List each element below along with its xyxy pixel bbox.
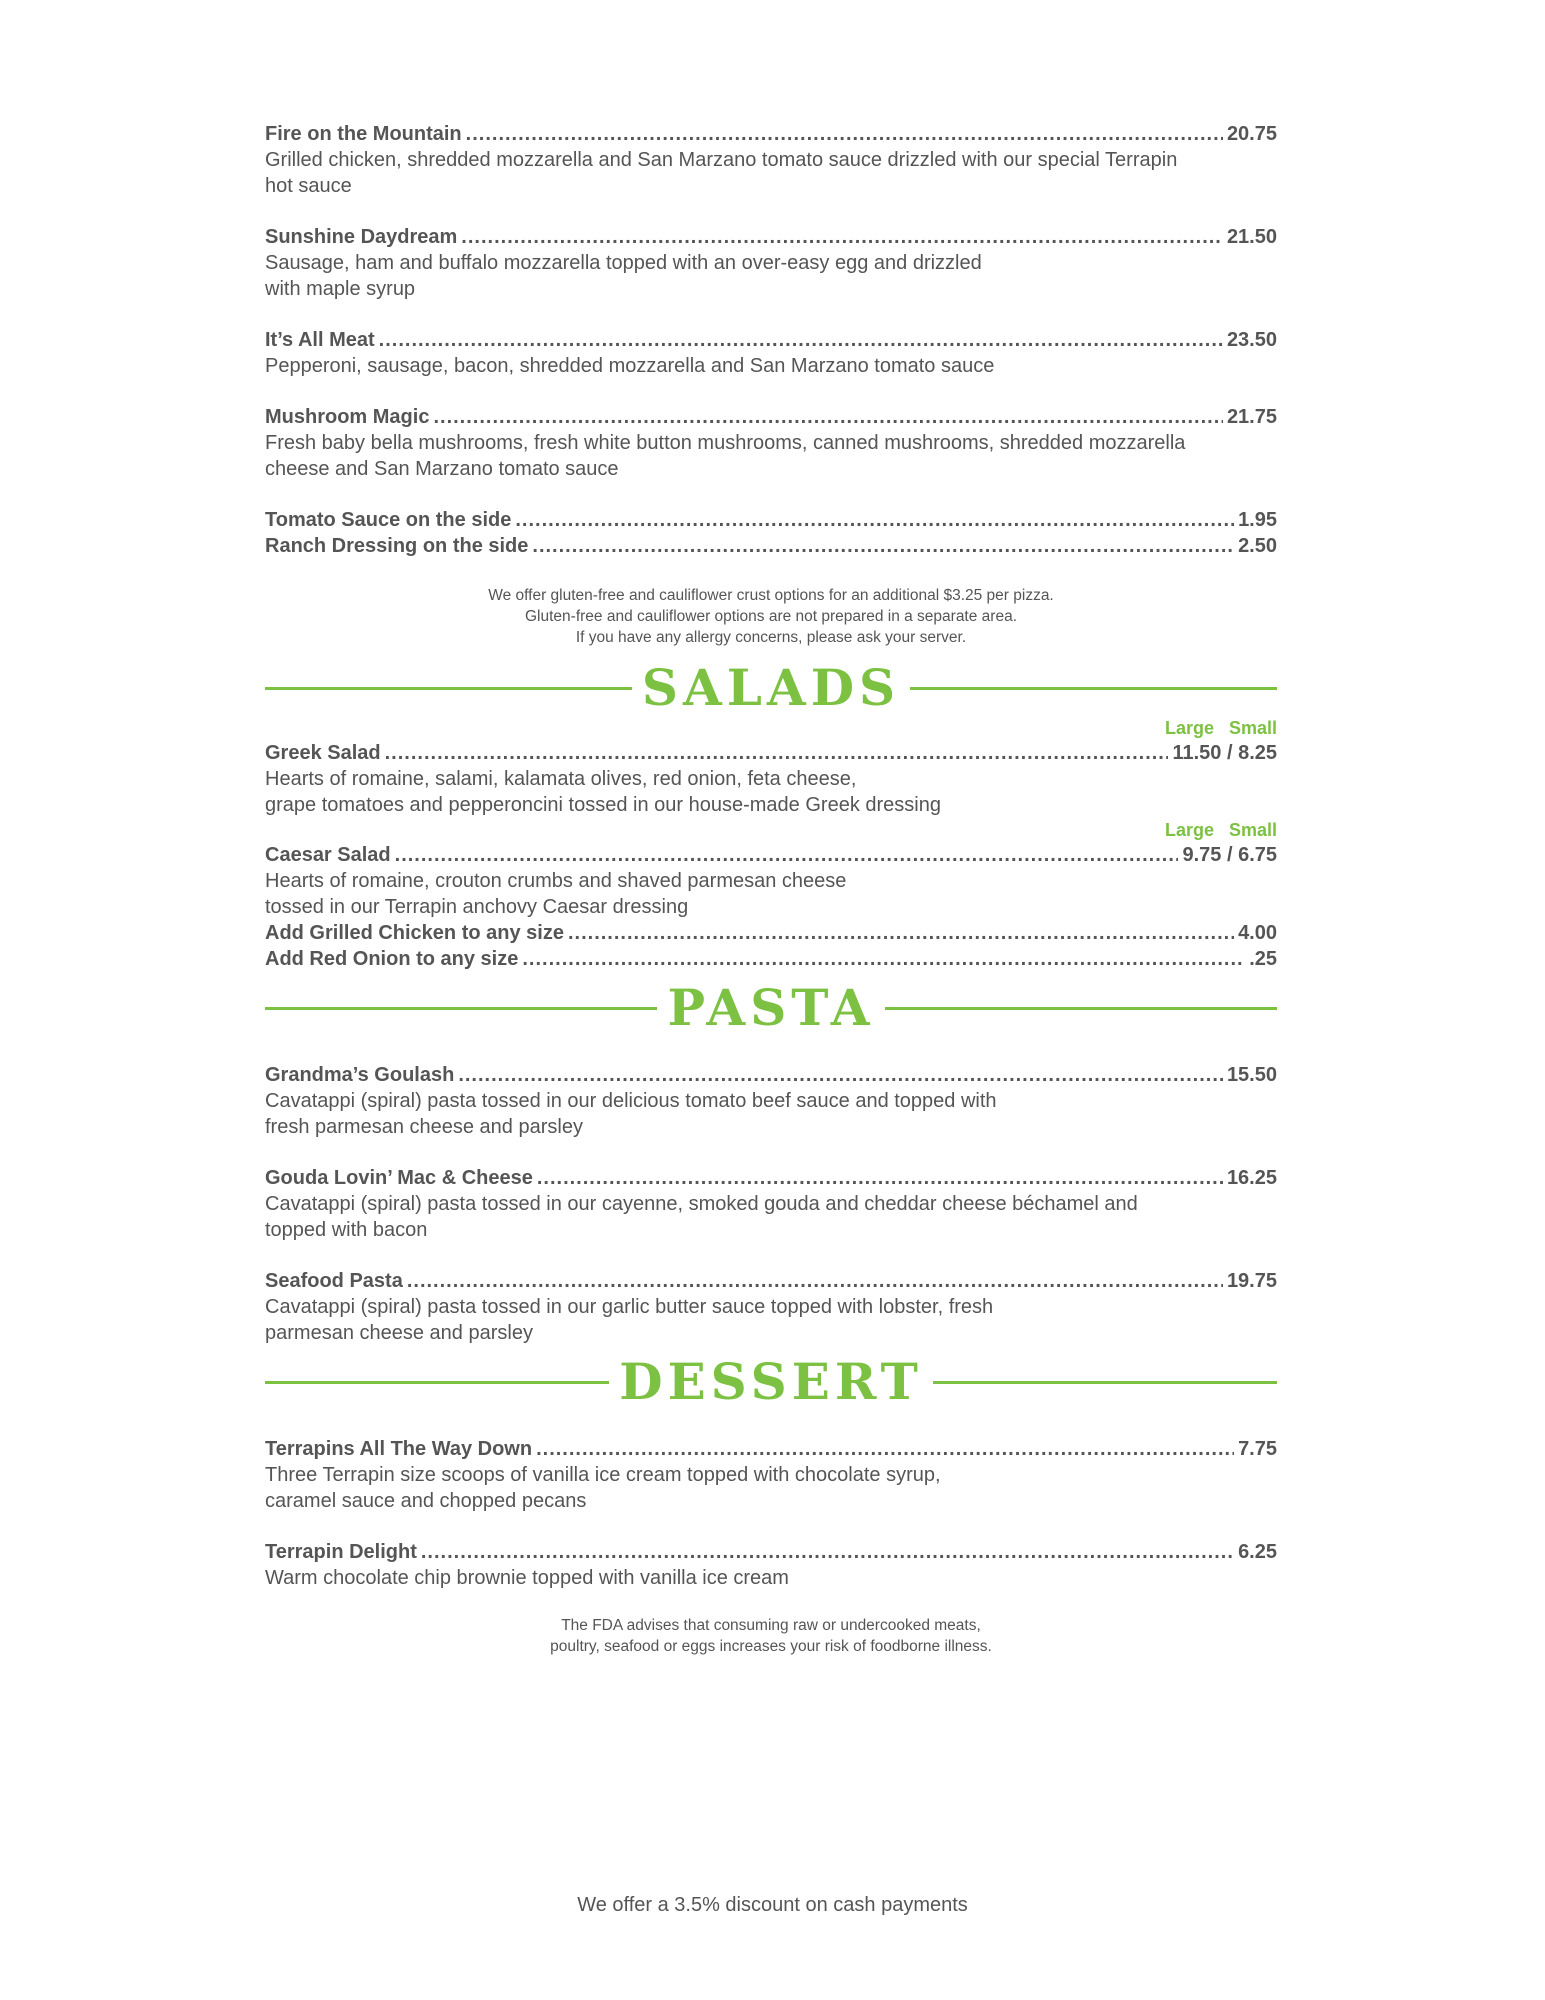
- item-price: 2.50: [1238, 535, 1277, 557]
- item-description: with maple syrup: [265, 278, 416, 300]
- divider-line: [265, 1381, 609, 1384]
- item-description: Sausage, ham and buffalo mozzarella topped with an over-easy egg and drizzled: [265, 252, 982, 274]
- item-description: fresh parmesan cheese and parsley: [265, 1116, 583, 1138]
- item-price: 23.50: [1226, 329, 1277, 351]
- divider-line: [265, 687, 632, 690]
- menu-item: [265, 1062, 1277, 1140]
- dot-leader: [568, 920, 1234, 946]
- item-description: Hearts of romaine, salami, kalamata olives, red onion, feta cheese,: [265, 768, 857, 790]
- menu-item: [265, 842, 1277, 920]
- item-name: Caesar Salad: [265, 844, 391, 866]
- item-name: Greek Salad: [265, 742, 381, 764]
- item-name: Gouda Lovin’ Mac & Cheese: [265, 1167, 533, 1189]
- dot-leader: [515, 507, 1234, 533]
- item-price: 15.50: [1226, 1064, 1277, 1086]
- dot-leader: [379, 327, 1223, 353]
- note-line: The FDA advises that consuming raw or undercooked meats,: [561, 1617, 981, 1634]
- crust-note: [265, 585, 1277, 648]
- item-description: Warm chocolate chip brownie topped with vanilla ice cream: [265, 1567, 789, 1589]
- dot-leader: [536, 1436, 1234, 1462]
- divider-line: [910, 687, 1277, 690]
- divider-line: [265, 1007, 657, 1010]
- divider-line: [885, 1007, 1277, 1010]
- item-name: Seafood Pasta: [265, 1270, 403, 1292]
- note-line: If you have any allergy concerns, please ask your server.: [575, 629, 967, 646]
- section-title: PASTA: [667, 978, 875, 1037]
- item-description: Fresh baby bella mushrooms, fresh white button mushrooms, canned mushrooms, shredded mozzarella: [265, 432, 1186, 454]
- item-name: Terrapins All The Way Down: [265, 1438, 533, 1460]
- section-title: SALADS: [641, 658, 901, 717]
- item-name: Add Red Onion to any size: [265, 948, 519, 970]
- item-name: Sunshine Daydream: [265, 226, 458, 248]
- item-description: Cavatappi (spiral) pasta tossed in our garlic butter sauce topped with lobster, fresh: [265, 1296, 994, 1318]
- size-header: Large Small: [1164, 718, 1277, 738]
- item-description: tossed in our Terrapin anchovy Caesar dressing: [265, 896, 689, 918]
- item-description: Cavatappi (spiral) pasta tossed in our cayenne, smoked gouda and cheddar cheese béchamel and: [265, 1193, 1138, 1215]
- item-name: Fire on the Mountain: [265, 123, 462, 145]
- item-price: 9.75 / 6.75: [1182, 844, 1277, 866]
- item-description: parmesan cheese and parsley: [265, 1322, 533, 1344]
- item-price: 21.75: [1226, 406, 1277, 428]
- menu-item: [265, 224, 1277, 302]
- dot-leader: [537, 1165, 1223, 1191]
- side-item: [265, 533, 1277, 559]
- dot-leader: [461, 224, 1223, 250]
- dot-leader: [522, 946, 1245, 972]
- dot-leader: [407, 1268, 1223, 1294]
- item-name: It’s All Meat: [265, 329, 375, 351]
- section-header-pasta: [265, 980, 1277, 1036]
- item-description: Pepperoni, sausage, bacon, shredded mozzarella and San Marzano tomato sauce: [265, 355, 995, 377]
- menu-item: [265, 327, 1277, 379]
- divider-line: [933, 1381, 1277, 1384]
- item-description: cheese and San Marzano tomato sauce: [265, 458, 619, 480]
- menu-item: [265, 1268, 1277, 1346]
- item-price: 6.25: [1238, 1541, 1277, 1563]
- section-header-dessert: [265, 1354, 1277, 1410]
- dot-leader: [532, 533, 1234, 559]
- addon-item: [265, 920, 1277, 946]
- menu-item: [265, 1165, 1277, 1243]
- item-description: topped with bacon: [265, 1219, 428, 1241]
- addon-item: [265, 946, 1277, 972]
- item-price: 19.75: [1226, 1270, 1277, 1292]
- dot-leader: [421, 1539, 1234, 1565]
- dot-leader: [466, 121, 1223, 147]
- menu-page: [265, 121, 1277, 1657]
- item-price: 1.95: [1238, 509, 1277, 531]
- menu-item: [265, 740, 1277, 818]
- item-description: caramel sauce and chopped pecans: [265, 1490, 587, 1512]
- item-price: 11.50 / 8.25: [1172, 742, 1277, 764]
- item-price: .25: [1249, 948, 1277, 970]
- section-header-salads: [265, 660, 1277, 716]
- fda-note: [265, 1615, 1277, 1657]
- cash-discount-footer: We offer a 3.5% discount on cash payments: [577, 1894, 968, 1916]
- size-header: Large Small: [1164, 820, 1277, 840]
- item-name: Add Grilled Chicken to any size: [265, 922, 564, 944]
- menu-item: [265, 1539, 1277, 1591]
- item-price: 7.75: [1238, 1438, 1277, 1460]
- menu-item: [265, 1436, 1277, 1514]
- note-line: Gluten-free and cauliflower options are not prepared in a separate area.: [525, 608, 1017, 625]
- item-name: Tomato Sauce on the side: [265, 509, 512, 531]
- section-title: DESSERT: [619, 1352, 923, 1411]
- item-name: Terrapin Delight: [265, 1541, 417, 1563]
- dot-leader: [385, 740, 1169, 766]
- item-description: grape tomatoes and pepperoncini tossed in our house-made Greek dressing: [265, 794, 941, 816]
- dot-leader: [433, 404, 1222, 430]
- item-name: Mushroom Magic: [265, 406, 430, 428]
- item-name: Grandma’s Goulash: [265, 1064, 455, 1086]
- note-line: We offer gluten-free and cauliflower crust options for an additional $3.25 per pizza.: [488, 587, 1054, 604]
- dot-leader: [458, 1062, 1223, 1088]
- menu-item: [265, 121, 1277, 199]
- note-line: poultry, seafood or eggs increases your risk of foodborne illness.: [550, 1638, 992, 1655]
- item-description: hot sauce: [265, 175, 352, 197]
- side-item: [265, 507, 1277, 533]
- dot-leader: [395, 842, 1179, 868]
- item-description: Hearts of romaine, crouton crumbs and shaved parmesan cheese: [265, 870, 847, 892]
- item-description: Three Terrapin size scoops of vanilla ice cream topped with chocolate syrup,: [265, 1464, 941, 1486]
- menu-item: [265, 404, 1277, 482]
- item-description: Grilled chicken, shredded mozzarella and San Marzano tomato sauce drizzled with our special Terrapin: [265, 149, 1178, 171]
- item-price: 21.50: [1226, 226, 1277, 248]
- item-description: Cavatappi (spiral) pasta tossed in our delicious tomato beef sauce and topped with: [265, 1090, 997, 1112]
- item-name: Ranch Dressing on the side: [265, 535, 529, 557]
- item-price: 20.75: [1226, 123, 1277, 145]
- item-price: 4.00: [1238, 922, 1277, 944]
- item-price: 16.25: [1226, 1167, 1277, 1189]
